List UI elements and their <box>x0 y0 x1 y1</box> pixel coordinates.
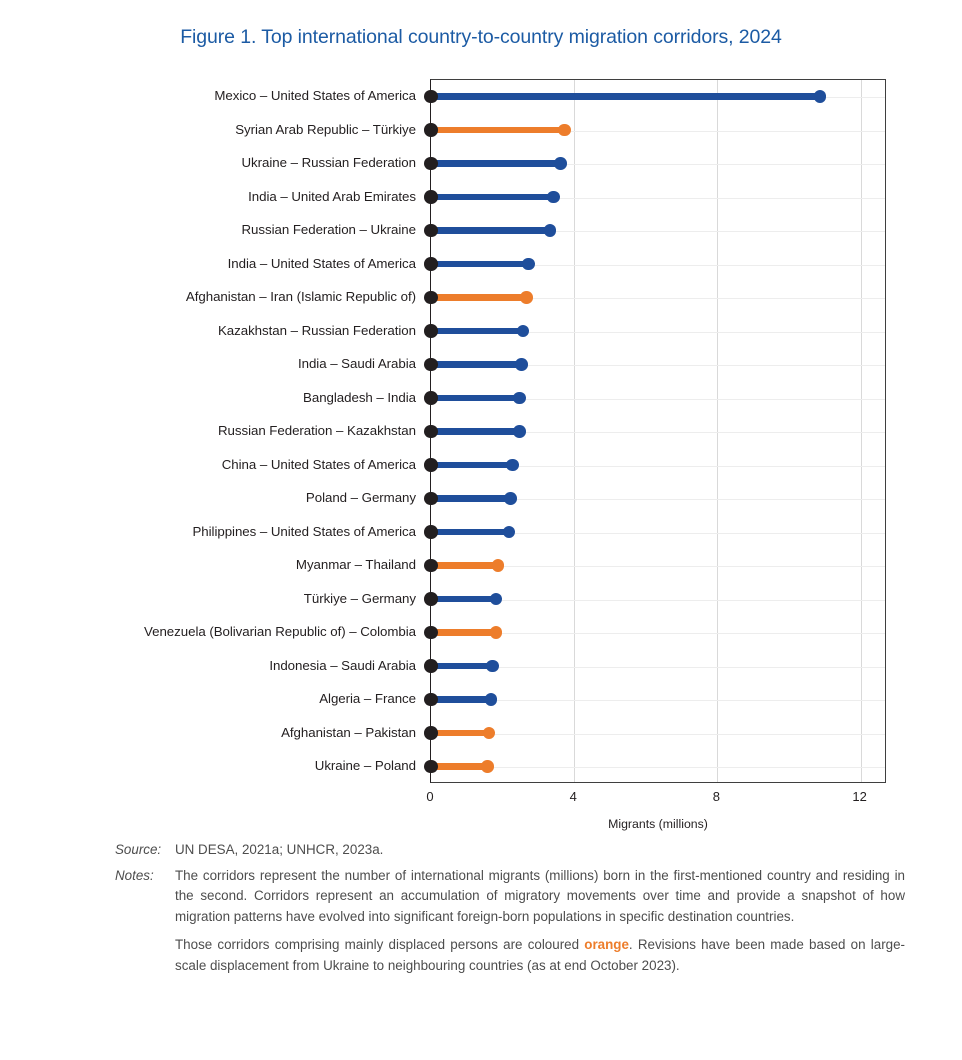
corridor-bar <box>430 294 527 301</box>
corridor-bar <box>430 462 512 469</box>
corridor-value-dot <box>503 526 516 539</box>
corridor-bar <box>430 495 511 502</box>
corridor-value-dot <box>486 660 499 673</box>
corridor-value-dot <box>506 459 519 472</box>
notes-text-orange <box>175 935 905 976</box>
corridor-label: Türkiye – Germany <box>303 590 416 606</box>
corridor-value-dot <box>492 559 505 572</box>
source-text: UN DESA, 2021a; UNHCR, 2023a. <box>175 842 384 857</box>
page-title: Figure 1. Top international country-to-country migration corridors, 2024 <box>180 26 782 48</box>
corridor-label: Bangladesh – India <box>303 389 416 405</box>
corridor-row <box>0 151 962 175</box>
corridor-row <box>0 486 962 510</box>
notes-text2-before: Those corridors comprising mainly displaced persons are coloured <box>175 937 585 952</box>
corridor-bar <box>430 328 523 335</box>
corridor-label: India – United States of America <box>227 255 416 271</box>
corridor-bar <box>430 395 520 402</box>
corridor-value-dot <box>520 291 533 304</box>
corridor-label: Kazakhstan – Russian Federation <box>217 322 416 338</box>
notes-text: The corridors represent the number of international migrants (millions) born in the first-mentioned country and residing in the second. Corridors represent an accumulation of migratory movements over time and provide a snapshot of how migration patterns have evolved into significant foreign-born populations in specific destination countries. <box>175 867 905 924</box>
x-tick-label: 8 <box>712 789 720 804</box>
corridor-origin-dot <box>424 358 438 372</box>
footnotes <box>115 840 905 976</box>
corridor-origin-dot <box>424 391 438 405</box>
corridor-value-dot <box>504 492 517 505</box>
corridor-bar <box>430 428 520 435</box>
corridor-origin-dot <box>424 291 438 305</box>
corridor-origin-dot <box>424 324 438 338</box>
corridor-value-dot <box>513 392 526 405</box>
source-label: Source: <box>115 842 162 857</box>
x-axis-title: Migrants (millions) <box>608 817 708 831</box>
corridor-label: Syrian Arab Republic – Türkiye <box>235 121 416 137</box>
corridor-row <box>0 587 962 611</box>
corridor-value-dot <box>513 425 526 438</box>
corridor-row <box>0 754 962 778</box>
corridor-label: China – United States of America <box>221 456 416 472</box>
corridor-bar <box>430 227 550 234</box>
corridor-origin-dot <box>424 693 438 707</box>
corridor-bar <box>430 730 489 737</box>
corridor-label: Algeria – France <box>319 691 416 706</box>
source-note <box>115 840 905 861</box>
corridor-label: Myanmar – Thailand <box>295 557 416 572</box>
corridor-value-dot <box>558 124 571 137</box>
corridor-label: Philippines – United States of America <box>192 523 416 539</box>
corridor-origin-dot <box>424 257 438 271</box>
corridor-origin-dot <box>424 726 438 740</box>
corridor-origin-dot <box>424 760 438 774</box>
corridor-bar <box>430 529 509 536</box>
corridor-label: Russian Federation – Kazakhstan <box>217 423 416 438</box>
corridor-label: Poland – Germany <box>305 490 416 505</box>
corridor-value-dot <box>515 358 528 371</box>
corridor-origin-dot <box>424 525 438 539</box>
corridor-origin-dot <box>424 559 438 573</box>
corridor-value-dot <box>483 727 496 740</box>
corridor-origin-dot <box>424 123 438 137</box>
corridor-label: Mexico – United States of America <box>214 88 416 103</box>
corridor-label: India – United Arab Emirates <box>248 188 416 204</box>
corridor-value-dot <box>517 325 530 338</box>
corridor-value-dot <box>490 626 503 639</box>
corridor-row <box>0 721 962 745</box>
corridor-row <box>0 118 962 142</box>
corridor-bar <box>430 160 561 167</box>
corridor-row <box>0 252 962 276</box>
corridor-row <box>0 453 962 477</box>
corridor-value-dot <box>554 157 567 170</box>
corridor-label: Afghanistan – Pakistan <box>281 724 416 740</box>
corridor-value-dot <box>490 593 503 606</box>
corridor-label: Venezuela (Bolivarian Republic of) – Colombia <box>144 624 416 639</box>
corridor-bar <box>430 361 521 368</box>
notes-note <box>115 866 905 928</box>
corridor-origin-dot <box>424 458 438 472</box>
corridor-value-dot <box>547 191 560 204</box>
corridor-origin-dot <box>424 425 438 439</box>
corridor-label: Ukraine – Poland <box>314 758 416 773</box>
corridor-row <box>0 620 962 644</box>
corridor-row <box>0 185 962 209</box>
corridor-row <box>0 654 962 678</box>
corridor-value-dot <box>814 90 827 103</box>
corridor-bar <box>430 127 564 134</box>
corridor-row <box>0 352 962 376</box>
corridor-bar <box>430 261 528 268</box>
x-tick-label: 4 <box>569 789 577 804</box>
corridor-origin-dot <box>424 190 438 204</box>
notes-label: Notes: <box>115 867 154 883</box>
corridor-origin-dot <box>424 157 438 171</box>
corridor-bar <box>430 93 820 100</box>
corridor-bar <box>430 629 496 636</box>
corridor-origin-dot <box>424 90 438 104</box>
corridor-bar <box>430 763 487 770</box>
orange-highlight: orange <box>584 937 629 952</box>
corridor-row <box>0 285 962 309</box>
corridor-bar <box>430 696 491 703</box>
corridor-row <box>0 520 962 544</box>
corridor-row <box>0 553 962 577</box>
x-tick-label: 0 <box>426 789 434 804</box>
corridor-label: Russian Federation – Ukraine <box>241 222 416 237</box>
corridor-label: Afghanistan – Iran (Islamic Republic of) <box>185 289 416 304</box>
corridor-origin-dot <box>424 492 438 506</box>
corridor-bar <box>430 562 498 569</box>
corridor-bar <box>430 194 554 201</box>
corridor-value-dot <box>522 258 535 271</box>
corridor-origin-dot <box>424 224 438 238</box>
notes-text2-after: . Revisions have been made based on large-scale displacement from Ukraine to neighbouring countries (as at end October 2023). <box>175 937 906 973</box>
corridor-row <box>0 319 962 343</box>
corridor-bar <box>430 663 493 670</box>
corridor-origin-dot <box>424 592 438 606</box>
corridor-value-dot <box>544 224 557 237</box>
corridor-bar <box>430 596 496 603</box>
corridor-label: Ukraine – Russian Federation <box>241 155 416 170</box>
corridor-row <box>0 218 962 242</box>
corridor-origin-dot <box>424 626 438 640</box>
corridor-label: India – Saudi Arabia <box>297 356 416 371</box>
corridor-origin-dot <box>424 659 438 673</box>
x-tick-label: 12 <box>852 789 867 804</box>
corridor-row <box>0 687 962 711</box>
corridor-label: Indonesia – Saudi Arabia <box>269 657 416 673</box>
corridor-row <box>0 386 962 410</box>
corridor-value-dot <box>485 693 498 706</box>
corridor-row <box>0 419 962 443</box>
corridor-row <box>0 84 962 108</box>
corridor-value-dot <box>481 760 494 773</box>
